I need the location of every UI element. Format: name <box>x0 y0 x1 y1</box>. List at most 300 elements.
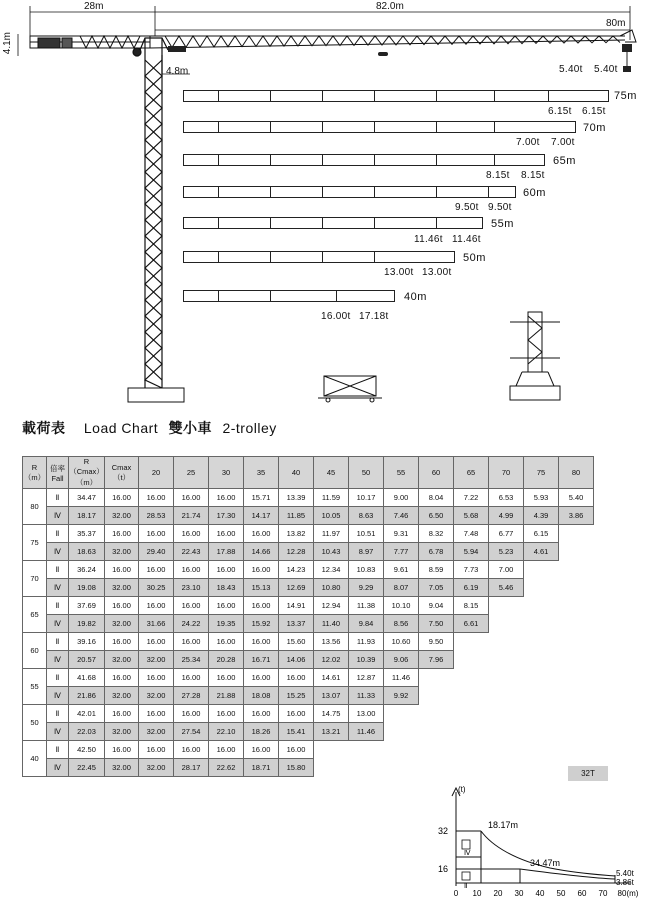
cell-empty <box>454 759 489 777</box>
cell-load: 16.00 <box>139 489 174 507</box>
cell-empty <box>314 741 349 759</box>
cell-radius-max: 70 <box>23 561 47 597</box>
jib-bar-75 <box>183 90 609 102</box>
cell-empty <box>559 633 594 651</box>
cell-empty <box>419 759 454 777</box>
cell-cmax: 16.00 <box>105 561 139 579</box>
cell-load: 15.80 <box>279 759 314 777</box>
header-radius: 75 <box>524 457 559 489</box>
header-radius: 60 <box>419 457 454 489</box>
cell-load: 14.75 <box>314 705 349 723</box>
cell-fall: Ⅱ <box>47 489 69 507</box>
cell-empty <box>489 741 524 759</box>
jib-load-40-a: 16.00t <box>321 311 351 322</box>
jib-bar-65 <box>183 154 545 166</box>
curve-x-tick: 50 <box>556 889 566 898</box>
curve-x-unit: 80(m) <box>617 889 639 898</box>
cell-load: 9.84 <box>349 615 384 633</box>
jib-length-60: 60m <box>523 187 546 199</box>
cell-load: 10.60 <box>384 633 419 651</box>
jib-bar-60 <box>183 186 516 198</box>
cell-load: 16.00 <box>174 561 209 579</box>
curve-end-lo: 3.86t <box>616 878 634 887</box>
cell-empty <box>524 651 559 669</box>
cell-load: 16.00 <box>174 705 209 723</box>
cell-empty <box>524 615 559 633</box>
cell-empty <box>559 669 594 687</box>
cell-empty <box>489 651 524 669</box>
cell-load: 6.77 <box>489 525 524 543</box>
cell-load: 4.61 <box>524 543 559 561</box>
cell-fall: Ⅳ <box>47 651 69 669</box>
cell-fall: Ⅱ <box>47 669 69 687</box>
cell-empty <box>454 723 489 741</box>
cell-load: 11.97 <box>314 525 349 543</box>
jib-load-65-a: 8.15t <box>486 170 510 181</box>
cell-load: 10.80 <box>314 579 349 597</box>
jib-load-50-a: 13.00t <box>384 267 414 278</box>
cell-load: 15.13 <box>244 579 279 597</box>
cell-load: 5.40 <box>559 489 594 507</box>
cell-load: 4.39 <box>524 507 559 525</box>
cell-load: 20.28 <box>209 651 244 669</box>
cell-load: 22.43 <box>174 543 209 561</box>
cell-empty <box>349 759 384 777</box>
cell-load: 10.17 <box>349 489 384 507</box>
cell-load: 16.00 <box>244 633 279 651</box>
cell-load: 19.35 <box>209 615 244 633</box>
cell-load: 8.32 <box>419 525 454 543</box>
cell-load: 5.94 <box>454 543 489 561</box>
jib-load-65-b: 8.15t <box>521 170 545 181</box>
cell-empty <box>384 705 419 723</box>
cell-load: 6.78 <box>419 543 454 561</box>
cell-load: 28.17 <box>174 759 209 777</box>
cell-load: 7.05 <box>419 579 454 597</box>
cell-radius-max: 75 <box>23 525 47 561</box>
cell-fall: Ⅱ <box>47 741 69 759</box>
cell-load: 14.61 <box>314 669 349 687</box>
jib-load-60-b: 9.50t <box>488 202 512 213</box>
jib-load-75-b: 6.15t <box>582 106 606 117</box>
cell-load: 23.10 <box>174 579 209 597</box>
cell-load: 21.88 <box>209 687 244 705</box>
cell-cmax: 16.00 <box>105 741 139 759</box>
cell-empty <box>489 723 524 741</box>
cell-load: 15.25 <box>279 687 314 705</box>
cell-fall: Ⅱ <box>47 705 69 723</box>
cell-load: 13.82 <box>279 525 314 543</box>
cell-load: 11.38 <box>349 597 384 615</box>
cell-load: 11.46 <box>349 723 384 741</box>
table-row <box>23 489 594 507</box>
cell-radius-max: 65 <box>23 597 47 633</box>
cell-load: 16.00 <box>209 633 244 651</box>
cell-load: 13.21 <box>314 723 349 741</box>
cell-rcmax: 18.17 <box>69 507 105 525</box>
cell-rcmax: 20.57 <box>69 651 105 669</box>
cell-empty <box>489 615 524 633</box>
cell-empty <box>524 597 559 615</box>
header-radius: 65 <box>454 457 489 489</box>
cell-empty <box>524 669 559 687</box>
cell-cmax: 16.00 <box>105 633 139 651</box>
cell-load: 16.00 <box>139 597 174 615</box>
cell-load: 9.92 <box>384 687 419 705</box>
cell-radius-max: 80 <box>23 489 47 525</box>
cell-load: 16.00 <box>174 741 209 759</box>
dim-tip: 80m <box>606 18 626 29</box>
jib-bar-70 <box>183 121 576 133</box>
cell-empty <box>489 597 524 615</box>
cell-load: 27.54 <box>174 723 209 741</box>
cell-empty <box>559 651 594 669</box>
table-row <box>23 579 594 597</box>
header-radius: 45 <box>314 457 349 489</box>
cell-load: 32.00 <box>139 651 174 669</box>
cell-load: 25.34 <box>174 651 209 669</box>
curve-y-tick-16: 16 <box>438 864 449 874</box>
jib-length-50: 50m <box>463 252 486 264</box>
table-row <box>23 759 594 777</box>
jib-load-75-a: 6.15t <box>548 106 572 117</box>
cell-rcmax: 39.16 <box>69 633 105 651</box>
cell-empty <box>559 561 594 579</box>
jib-length-40: 40m <box>404 291 427 303</box>
dim-tower-width: 4.8m <box>166 66 189 77</box>
cell-load: 7.46 <box>384 507 419 525</box>
title-load-chart: Load Chart <box>83 420 159 436</box>
cell-cmax: 32.00 <box>105 723 139 741</box>
cell-rcmax: 19.08 <box>69 579 105 597</box>
jib-load-40-b: 17.18t <box>359 311 389 322</box>
cell-load: 8.56 <box>384 615 419 633</box>
cell-load: 32.00 <box>139 759 174 777</box>
cell-cmax: 32.00 <box>105 543 139 561</box>
cell-load: 12.02 <box>314 651 349 669</box>
curve-x-tick: 70 <box>598 889 608 898</box>
cell-fall: Ⅱ <box>47 561 69 579</box>
cell-load: 16.00 <box>174 633 209 651</box>
cell-load: 7.96 <box>419 651 454 669</box>
cell-cmax: 16.00 <box>105 705 139 723</box>
jib-load-55-a: 11.46t <box>414 234 443 245</box>
title-2-trolley: 2-trolley <box>222 420 277 436</box>
jib-load-60-a: 9.50t <box>455 202 479 213</box>
cell-load: 6.61 <box>454 615 489 633</box>
jib-load-55-b: 11.46t <box>452 234 481 245</box>
cell-fall: Ⅱ <box>47 525 69 543</box>
cell-empty <box>559 579 594 597</box>
table-row <box>23 723 594 741</box>
cell-fall: Ⅳ <box>47 579 69 597</box>
curve-y-tick-32: 32 <box>438 826 449 836</box>
cell-radius-max: 50 <box>23 705 47 741</box>
cell-load: 16.00 <box>139 669 174 687</box>
cell-load: 15.60 <box>279 633 314 651</box>
curve-x-tick: 40 <box>535 889 545 898</box>
cell-rcmax: 21.86 <box>69 687 105 705</box>
curve-label-18: 18.17m <box>488 820 519 830</box>
cell-fall: Ⅳ <box>47 615 69 633</box>
cell-load: 7.73 <box>454 561 489 579</box>
cell-empty <box>559 723 594 741</box>
cell-load: 16.00 <box>279 705 314 723</box>
cell-load: 9.06 <box>384 651 419 669</box>
jib-length-75: 75m <box>614 90 637 102</box>
cell-load: 22.62 <box>209 759 244 777</box>
cell-load: 9.50 <box>419 633 454 651</box>
cell-load: 12.69 <box>279 579 314 597</box>
table-row <box>23 561 594 579</box>
cell-load: 8.59 <box>419 561 454 579</box>
cell-load: 10.05 <box>314 507 349 525</box>
curve-x-tick: 30 <box>514 889 524 898</box>
cell-load: 22.10 <box>209 723 244 741</box>
dim-tower-head: 4.1m <box>2 32 13 55</box>
cell-load: 7.48 <box>454 525 489 543</box>
cell-load: 16.00 <box>139 633 174 651</box>
table-row <box>23 741 594 759</box>
cell-fall: Ⅳ <box>47 759 69 777</box>
cell-empty <box>419 687 454 705</box>
table-row <box>23 543 594 561</box>
curve-fall-iv: Ⅳ <box>464 849 471 857</box>
cell-cmax: 32.00 <box>105 651 139 669</box>
cell-empty <box>489 705 524 723</box>
jib-bar-50 <box>183 251 455 263</box>
cell-load: 21.74 <box>174 507 209 525</box>
cell-load: 9.04 <box>419 597 454 615</box>
cell-load: 7.22 <box>454 489 489 507</box>
cell-empty <box>489 669 524 687</box>
cell-load: 32.00 <box>139 723 174 741</box>
header-rcmax: R（Cmax） （m） <box>69 457 104 487</box>
cell-load: 13.56 <box>314 633 349 651</box>
tip-load-2: 5.40t <box>594 64 618 75</box>
cell-rcmax: 22.45 <box>69 759 105 777</box>
cell-radius-max: 40 <box>23 741 47 777</box>
cell-empty <box>419 741 454 759</box>
curve-x-tick: 10 <box>472 889 482 898</box>
cell-load: 12.94 <box>314 597 349 615</box>
cell-load: 16.00 <box>209 741 244 759</box>
curve-end-hi: 5.40t <box>616 869 634 878</box>
header-radius: 80 <box>559 457 594 489</box>
cell-load: 18.71 <box>244 759 279 777</box>
jib-load-70-b: 7.00t <box>551 137 575 148</box>
cell-load: 11.46 <box>384 669 419 687</box>
cell-load: 16.00 <box>209 525 244 543</box>
cell-load: 8.07 <box>384 579 419 597</box>
cell-load: 10.43 <box>314 543 349 561</box>
cell-load: 16.00 <box>244 597 279 615</box>
curve-label-34: 34.47m <box>530 858 561 868</box>
cell-load: 12.34 <box>314 561 349 579</box>
curve-x-tick: 20 <box>493 889 503 898</box>
curve-x-tick: 0 <box>453 889 459 898</box>
cell-empty <box>524 561 559 579</box>
cell-load: 28.53 <box>139 507 174 525</box>
cell-load: 24.22 <box>174 615 209 633</box>
cell-fall: Ⅱ <box>47 633 69 651</box>
load-curve-chart <box>420 780 645 910</box>
cell-load: 18.26 <box>244 723 279 741</box>
cell-load: 16.00 <box>209 489 244 507</box>
cell-empty <box>524 723 559 741</box>
curve-x-tick: 60 <box>577 889 587 898</box>
cell-load: 10.83 <box>349 561 384 579</box>
cell-load: 3.86 <box>559 507 594 525</box>
cell-load: 10.10 <box>384 597 419 615</box>
cell-load: 27.28 <box>174 687 209 705</box>
cell-load: 16.00 <box>244 741 279 759</box>
cell-load: 12.87 <box>349 669 384 687</box>
dim-counter-jib: 28m <box>84 1 104 12</box>
cell-load: 8.63 <box>349 507 384 525</box>
cell-load: 13.07 <box>314 687 349 705</box>
cell-load: 11.33 <box>349 687 384 705</box>
cell-load: 5.68 <box>454 507 489 525</box>
curve-fall-ii: Ⅱ <box>464 882 468 890</box>
cell-empty <box>559 615 594 633</box>
table-row <box>23 615 594 633</box>
table-row <box>23 633 594 651</box>
load-chart-title <box>22 418 277 438</box>
cell-load: 30.25 <box>139 579 174 597</box>
cell-fall: Ⅳ <box>47 687 69 705</box>
cell-rcmax: 35.37 <box>69 525 105 543</box>
title-cjk-2-trolley: 雙小車 <box>168 421 213 437</box>
cell-load: 17.30 <box>209 507 244 525</box>
cell-empty <box>384 723 419 741</box>
jib-bar-55 <box>183 217 483 229</box>
cell-load: 31.66 <box>139 615 174 633</box>
cell-load: 17.88 <box>209 543 244 561</box>
cell-load: 10.39 <box>349 651 384 669</box>
cell-load: 16.00 <box>209 561 244 579</box>
cell-cmax: 32.00 <box>105 687 139 705</box>
table-row <box>23 507 594 525</box>
cell-rcmax: 41.68 <box>69 669 105 687</box>
cell-cmax: 32.00 <box>105 579 139 597</box>
cell-load: 8.15 <box>454 597 489 615</box>
cell-rcmax: 37.69 <box>69 597 105 615</box>
jib-length-65: 65m <box>553 155 576 167</box>
table-header-row <box>23 457 594 489</box>
cell-load: 16.00 <box>209 597 244 615</box>
cell-rcmax: 18.63 <box>69 543 105 561</box>
cell-load: 9.61 <box>384 561 419 579</box>
table-body <box>23 489 594 777</box>
cell-load: 16.00 <box>209 669 244 687</box>
jib-length-55: 55m <box>491 218 514 230</box>
cell-load: 16.00 <box>174 669 209 687</box>
cell-load: 11.59 <box>314 489 349 507</box>
header-fall: 倍率 Fall <box>47 457 69 489</box>
cell-fall: Ⅳ <box>47 507 69 525</box>
table-row <box>23 525 594 543</box>
cell-load: 29.40 <box>139 543 174 561</box>
cell-load: 16.00 <box>139 741 174 759</box>
cell-rcmax: 42.50 <box>69 741 105 759</box>
table-row <box>23 705 594 723</box>
cell-load: 16.00 <box>174 525 209 543</box>
cell-cmax: 16.00 <box>105 597 139 615</box>
cell-load: 14.91 <box>279 597 314 615</box>
cell-empty <box>419 705 454 723</box>
cell-load: 16.00 <box>209 705 244 723</box>
header-radius: 50 <box>349 457 384 489</box>
header-radius: 40 <box>279 457 314 489</box>
jib-length-70: 70m <box>583 122 606 134</box>
cell-load: 14.66 <box>244 543 279 561</box>
cell-rcmax: 19.82 <box>69 615 105 633</box>
cell-fall: Ⅳ <box>47 723 69 741</box>
cell-load: 14.23 <box>279 561 314 579</box>
cell-empty <box>384 741 419 759</box>
cell-empty <box>314 759 349 777</box>
cell-load: 11.85 <box>279 507 314 525</box>
cell-empty <box>559 597 594 615</box>
cell-cmax: 32.00 <box>105 759 139 777</box>
jib-bar-40 <box>183 290 395 302</box>
cell-empty <box>559 705 594 723</box>
cell-empty <box>454 669 489 687</box>
cell-load: 6.50 <box>419 507 454 525</box>
cell-empty <box>524 759 559 777</box>
table-row <box>23 669 594 687</box>
cell-load: 16.00 <box>244 705 279 723</box>
cell-cmax: 32.00 <box>105 507 139 525</box>
cell-load: 5.23 <box>489 543 524 561</box>
load-table <box>22 456 594 777</box>
cell-cmax: 32.00 <box>105 615 139 633</box>
header-radius: 55 <box>384 457 419 489</box>
cell-empty <box>349 741 384 759</box>
cell-cmax: 16.00 <box>105 489 139 507</box>
cell-load: 14.06 <box>279 651 314 669</box>
cell-empty <box>384 759 419 777</box>
table-row <box>23 651 594 669</box>
cell-load: 16.00 <box>139 705 174 723</box>
cell-load: 16.00 <box>174 489 209 507</box>
capacity-badge: 32T <box>568 766 608 781</box>
cell-load: 15.92 <box>244 615 279 633</box>
cell-empty <box>559 543 594 561</box>
cell-empty <box>524 687 559 705</box>
cell-load: 16.71 <box>244 651 279 669</box>
cell-load: 18.43 <box>209 579 244 597</box>
cell-load: 32.00 <box>139 687 174 705</box>
cell-empty <box>454 741 489 759</box>
cell-fall: Ⅱ <box>47 597 69 615</box>
jib-load-50-b: 13.00t <box>422 267 452 278</box>
cell-load: 7.77 <box>384 543 419 561</box>
cell-load: 10.51 <box>349 525 384 543</box>
cell-load: 6.15 <box>524 525 559 543</box>
header-radius: 70 <box>489 457 524 489</box>
cell-load: 8.97 <box>349 543 384 561</box>
cell-fall: Ⅳ <box>47 543 69 561</box>
cell-load: 15.71 <box>244 489 279 507</box>
cell-load: 12.28 <box>279 543 314 561</box>
title-cjk-load-chart: 載荷表 <box>22 421 66 437</box>
cell-load: 11.93 <box>349 633 384 651</box>
curve-y-unit: (t) <box>458 785 466 794</box>
header-radius: 25 <box>174 457 209 489</box>
cell-empty <box>559 687 594 705</box>
